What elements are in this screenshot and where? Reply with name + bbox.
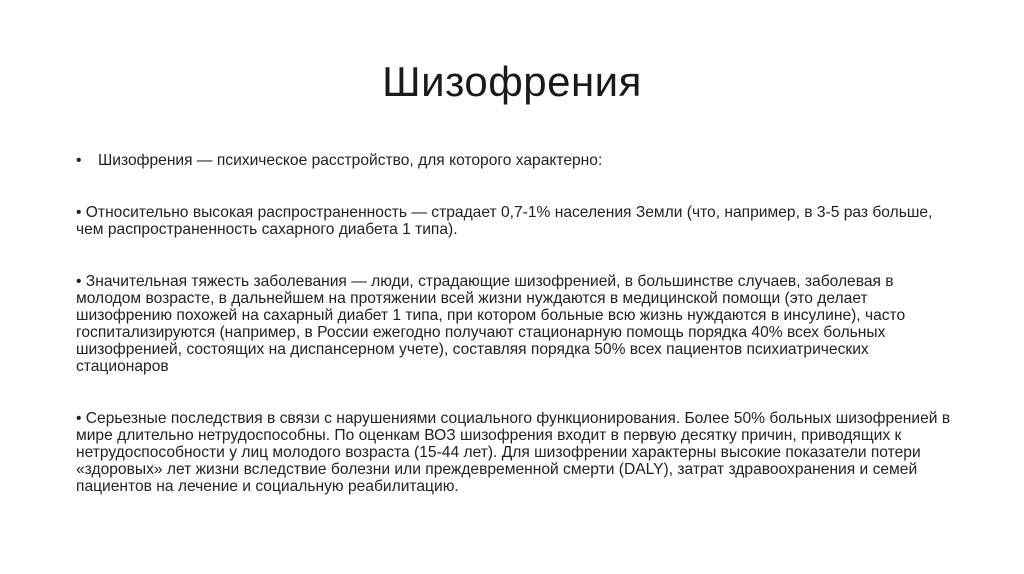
bullet-item-prevalence: • Относительно высокая распространенность — страдает 0,7-1% населения Земли (что, например, в 3-5 раз больше, чем распространенность сахарного диабета 1 типа). — [76, 204, 933, 238]
slide-title: Шизофрения — [382, 58, 642, 105]
bullet-item-text: Шизофрения — психическое расстройство, для которого характерно: — [98, 152, 603, 169]
bullet-item-consequences: • Серьезные последствия в связи с нарушениями социального функционирования. Более 50% больных шизофренией в мире длительно нетрудоспособны. По оценкам ВОЗ шизофрения входит в первую десятку причин, приводящих к нетрудоспособности у лиц молодого возраста (15-44 лет). Для шизофрении характерны высокие показатели потери «здоровых» лет жизни вследствие болезни или преждевременной смерти (DALY), затрат здравоохранения и семей пациентов на лечение и социальную реабилитацию. — [76, 410, 951, 495]
bullet-dot-icon: • — [76, 152, 82, 169]
slide-content — [76, 152, 956, 495]
bullet-item-intro — [76, 152, 956, 169]
bullet-item-severity: • Значительная тяжесть заболевания — люди, страдающие шизофренией, в большинстве случаев, заболевая в молодом возрасте, в дальнейшем на протяжении всей жизни нуждаются в медицинской помощи (это делает шизофрению похожей на сахарный диабет 1 типа, при котором больные всю жизнь нуждаются в инсулине), часто госпитализируются (например, в России ежегодно получают стационарную помощь порядка 40% всех больных шизофренией, состоящих на диспансерном учете), составляя порядка 50% всех пациентов психиатрических стационаров — [76, 273, 906, 375]
